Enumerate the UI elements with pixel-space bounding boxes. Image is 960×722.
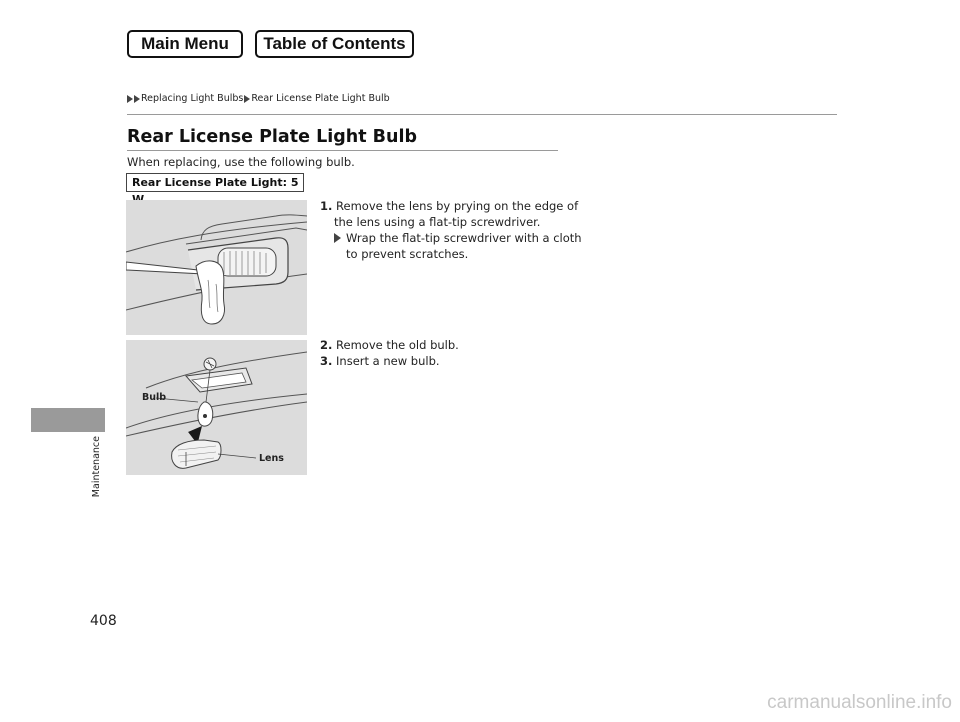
bulb-callout: Bulb [142, 392, 167, 403]
breadcrumb [127, 93, 391, 104]
step-2 [320, 337, 459, 353]
header-divider [127, 114, 837, 115]
note-arrow-icon [334, 233, 341, 243]
breadcrumb-arrow-icon [134, 95, 140, 103]
main-menu-button[interactable]: Main Menu [127, 30, 243, 58]
page-title: Rear License Plate Light Bulb [127, 127, 417, 147]
step-3 [320, 353, 440, 369]
section-tab [31, 408, 105, 432]
intro-text: When replacing, use the following bulb. [127, 155, 355, 169]
step-1-text-line1: Remove the lens by prying on the edge of [336, 199, 579, 213]
illustration-bulb-lens [126, 340, 307, 475]
screwdriver-lens-drawing [126, 200, 307, 335]
breadcrumb-arrow-icon [127, 95, 133, 103]
table-of-contents-button[interactable]: Table of Contents [255, 30, 414, 58]
step-1 [320, 198, 582, 262]
watermark: carmanualsonline.info [767, 692, 952, 713]
illustration-remove-lens [126, 200, 307, 335]
step-3-text: Insert a new bulb. [336, 354, 440, 368]
breadcrumb-link-replacing-light-bulbs[interactable]: Replacing Light Bulbs [141, 93, 244, 104]
page-number: 408 [90, 613, 117, 629]
lens-callout: Lens [259, 453, 284, 464]
bulb-spec-box: Rear License Plate Light: 5 [126, 173, 304, 192]
section-label: Maintenance [91, 436, 102, 498]
step-1-note-line2: to prevent scratches. [346, 247, 469, 261]
step-1-text-line2: the lens using a flat-tip screwdriver. [334, 215, 541, 229]
breadcrumb-current-page: Rear License Plate Light Bulb [251, 93, 390, 104]
step-2-number: 2. [320, 338, 333, 352]
step-1-note [320, 230, 582, 262]
step-1-number: 1. [320, 199, 333, 213]
title-divider [127, 150, 558, 151]
breadcrumb-arrow-icon [244, 95, 250, 103]
step-3-number: 3. [320, 354, 333, 368]
step-1-note-line1: Wrap the flat-tip screwdriver with a cloth [346, 231, 582, 245]
step-2-text: Remove the old bulb. [336, 338, 459, 352]
